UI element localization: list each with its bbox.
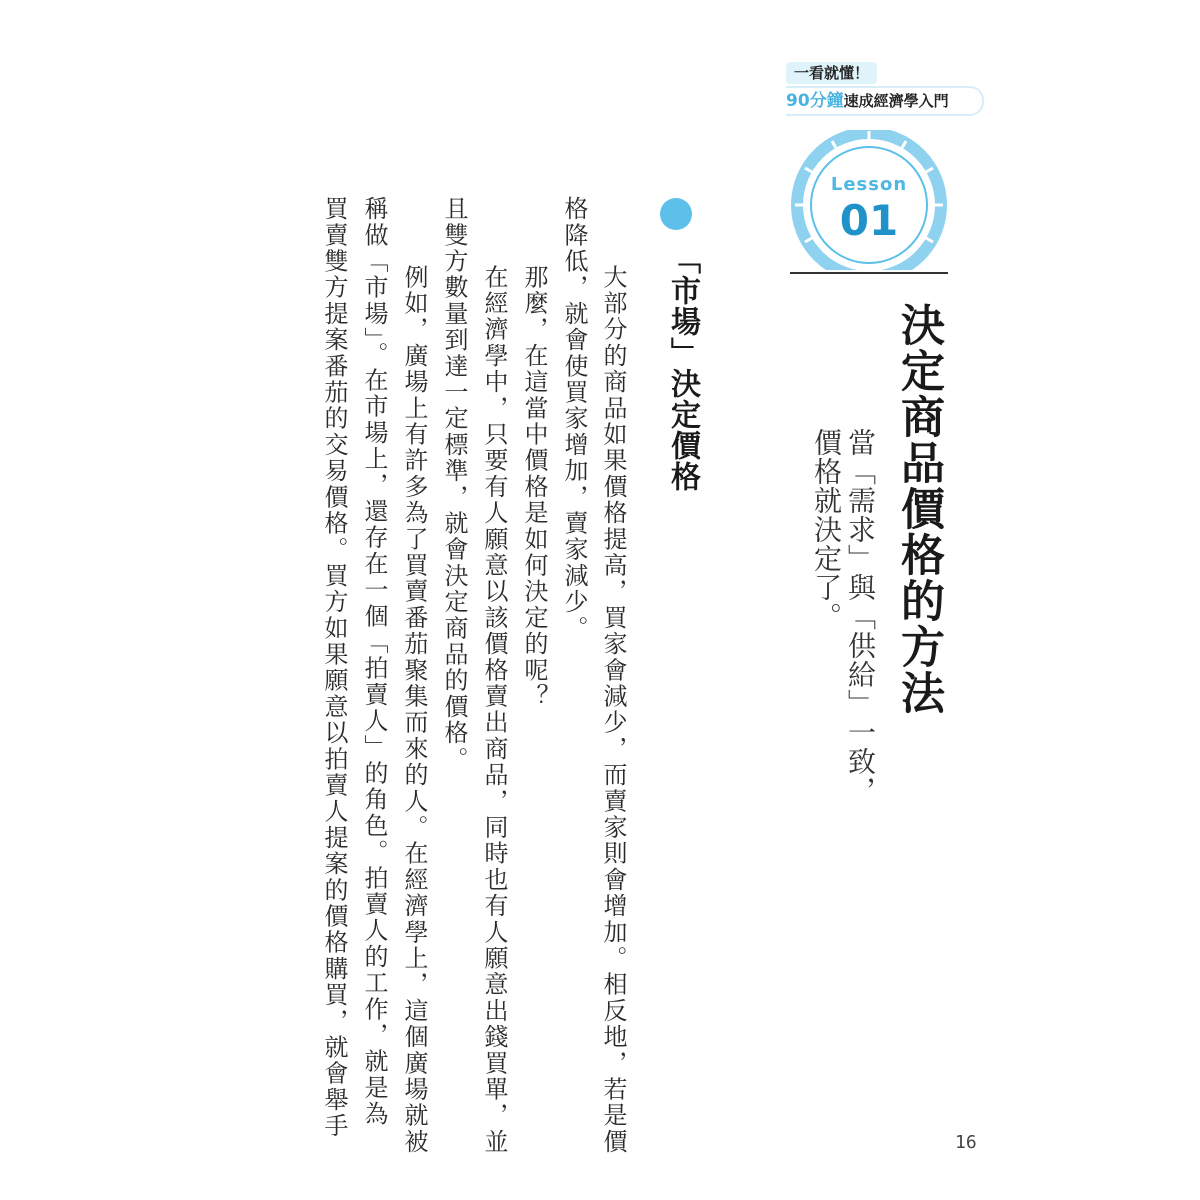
lesson-number: 01 xyxy=(839,196,899,245)
body-column-6: 例如，廣場上有許多為了買賣番茄聚集而來的人。在經濟學上，這個廣場就被 xyxy=(400,238,428,1155)
body-column-8: 買賣雙方提案番茄的交易價格。買方如果願意以拍賣人提案的價格購買，就會舉手 xyxy=(320,196,348,1140)
series-number: 90分鐘 xyxy=(786,91,844,111)
section-bullet-icon xyxy=(660,198,692,230)
body-column-2: 格降低，就會使買家增加，賣家減少。 xyxy=(560,196,588,642)
body-column-7: 稱做「市場」。在市場上，還存在一個「拍賣人」的角色。拍賣人的工作，就是為 xyxy=(360,196,388,1128)
chapter-subtitle-line-2: 價格就決定了。 xyxy=(810,428,843,631)
body-column-4: 在經濟學中，只要有人願意以該價格賣出商品，同時也有人願意出錢買單，並 xyxy=(480,238,508,1155)
chapter-subtitle-line-1: 當「需求」與「供給」一致， xyxy=(844,428,877,805)
chapter-title: 決定商品價格的方法 xyxy=(893,302,944,716)
section-heading: 「市場」決定價格 xyxy=(665,244,700,492)
series-tagline: 一看就懂！ xyxy=(786,62,877,84)
body-column-3: 那麼，在這當中價格是如何決定的呢？ xyxy=(520,238,548,710)
lesson-divider xyxy=(790,272,948,274)
page-number: 16 xyxy=(955,1132,977,1153)
series-name: 速成經濟學入門 xyxy=(843,92,949,110)
body-column-1: 大部分的商品如果價格提高，買家會減少，而賣家則會增加。相反地，若是價 xyxy=(599,238,627,1155)
lesson-emblem xyxy=(786,130,952,280)
series-title xyxy=(786,86,984,116)
series-badge xyxy=(786,62,986,114)
body-column-5: 且雙方數量到達一定標準，就會決定商品的價格。 xyxy=(440,196,468,773)
lesson-label: Lesson xyxy=(830,174,908,195)
